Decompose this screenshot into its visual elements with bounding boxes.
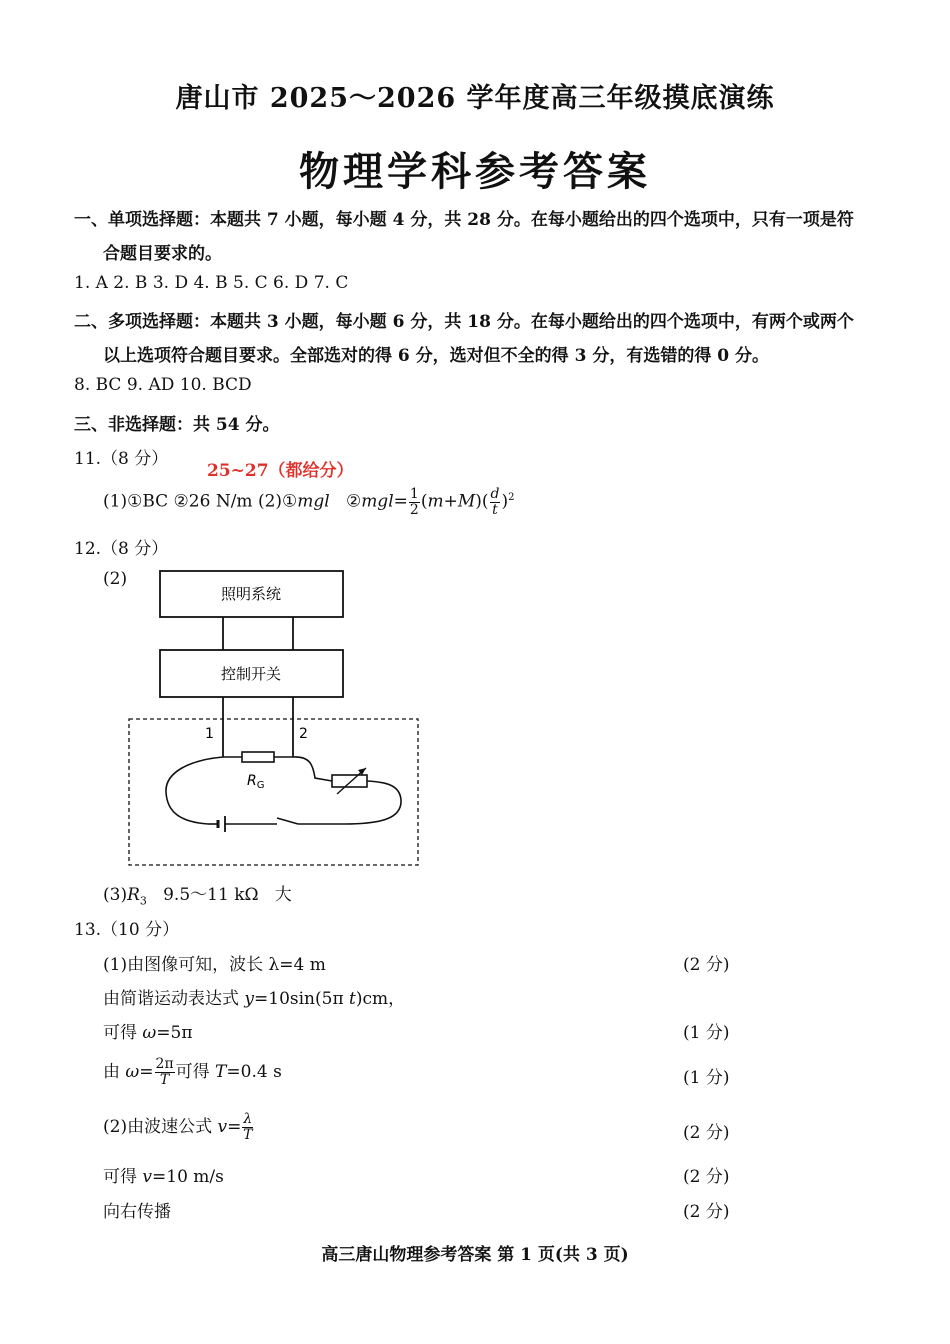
q11-square: 2 [508,492,515,503]
q13-line6-score: (2 分) [683,1167,730,1187]
q12-part3-values: 9.5～11 kΩ 大 [146,885,292,905]
dashed-boundary [129,719,418,865]
q11-header: 11.（8 分） [74,449,169,469]
lighting-system-label: 照明系统 [220,585,282,603]
wire-loop-left [166,757,223,824]
q13-line4-score: (1 分) [683,1068,730,1088]
q11-paren-open: ( [420,491,428,512]
q12-header: 12.（8 分） [74,539,169,559]
part2-heading-line1: 二、多项选择题：本题共 3 小题，每小题 6 分，共 18 分。在每小题给出的四个选项中，有两个或两个 [74,312,854,332]
q12-part2-label: (2) [103,569,128,589]
q12-r3-sub: 3 [139,894,147,908]
q13-line1-score: (2 分) [683,955,730,975]
part1-heading-line2: 合题目要求的。 [103,244,222,264]
part1-heading-line1: 一、单项选择题：本题共 7 小题，每小题 4 分，共 28 分。在每小题给出的四个选项中，只有一项是符 [74,210,854,230]
q13-line5: (2)由波速公式 v= $\frac{\lambda}{T}$ [103,1111,253,1143]
q11-answer-part2: ② [345,491,362,512]
terminal-2-label: 2 [299,726,308,742]
q11-mgl: mgl [297,491,330,512]
q13-header: 13.（10 分） [74,920,180,940]
q11-half-fraction [409,487,420,518]
q13-line3: 可得 ω=5π [103,1023,193,1043]
q13-omega-fraction: $\frac{2\pi}{T}$ [155,1056,174,1088]
circuit-diagram [120,560,430,875]
document-title: 物理学科参考答案 [299,148,651,195]
exam-title: 唐山市 2025～2026 学年度高三年级摸底演练 [175,83,775,114]
wire-loop-right [293,757,332,781]
q13-line2: 由简谐运动表达式 y=10sin(5π t)cm， [103,989,406,1009]
q11-m: m [427,491,444,512]
q11-paren-mid: )( [475,491,489,512]
q13-line5-score: (2 分) [683,1123,730,1143]
q13-line3-score: (1 分) [683,1023,730,1043]
part1-answers: 1. A 2. B 3. D 4. B 5. C 6. D 7. C [74,273,349,293]
rg-label: $R_G$ [247,773,265,791]
terminal-1-label: 1 [205,726,214,742]
q11-M: M [457,491,476,512]
q13-line7-score: (2 分) [683,1202,730,1222]
q11-mgl2: mgl [361,491,394,512]
q12-r3: R [127,885,140,905]
photoresistor-rg [242,752,274,762]
page-footer: 高三唐山物理参考答案 第 1 页(共 3 页) [321,1245,629,1265]
q12-part3-answer [103,880,292,907]
q13-line1: (1)由图像可知，波长 λ=4 m [103,955,326,975]
q11-equals: = [393,491,408,512]
rheostat [332,775,367,787]
q12-part3-label: (3) [103,885,128,905]
q13-velocity-fraction: $\frac{\lambda}{T}$ [243,1111,253,1143]
control-switch-label: 控制开关 [220,665,282,683]
q13-line7: 向右传播 [103,1202,171,1222]
q11-d: d [490,485,500,502]
q11-answer-part1: (1)①BC ②26 N/m (2)① [103,491,298,512]
q11-half-num: 1 [409,485,419,502]
q11-half-den: 2 [409,501,419,518]
q11-answer-line [103,478,515,518]
q13-line4: 由 ω= $\frac{2\pi}{T}$ 可得 T=0.4 s [103,1056,282,1088]
q11-t: t [492,501,498,518]
q11-d-over-t [490,487,501,518]
q11-annotation: 25~27（都给分） [207,461,354,481]
q11-plus: + [443,491,458,512]
q11-paren-close: ) [501,491,509,512]
part2-answers: 8. BC 9. AD 10. BCD [74,375,252,395]
switch [277,818,298,824]
q13-line6: 可得 v=10 m/s [103,1167,224,1187]
part2-heading-line2: 以上选项符合题目要求。全部选对的得 6 分，选对但不全的得 3 分，有选错的得 0 分。 [103,346,769,366]
part3-heading: 三、非选择题：共 54 分。 [74,415,280,435]
